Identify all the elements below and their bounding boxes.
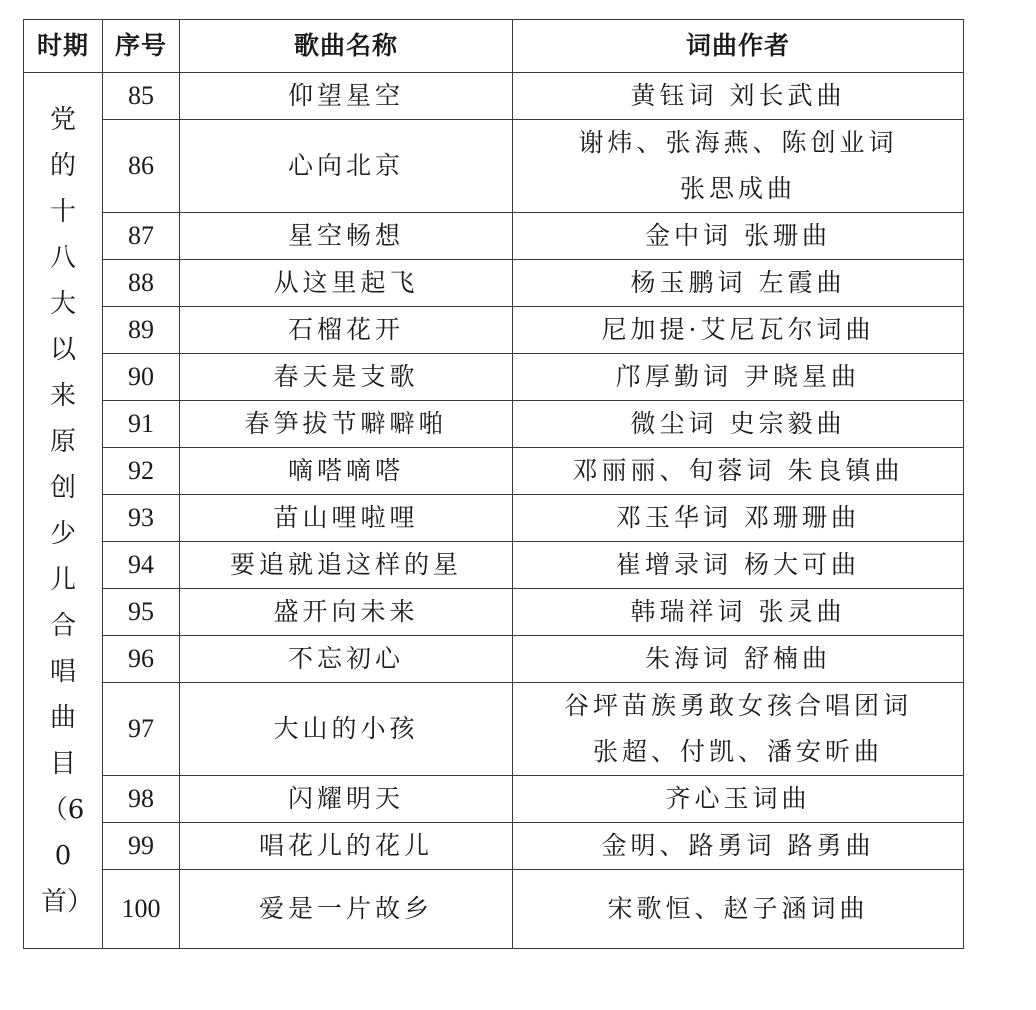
author-cell [513, 542, 964, 589]
author-line: 宋歌恒、赵子涵词曲 [607, 894, 869, 923]
song-title-cell: 从这里起飞 [180, 260, 513, 307]
table-row [24, 776, 964, 823]
author-cell [513, 401, 964, 448]
author-cell [513, 823, 964, 870]
author-cell [513, 683, 964, 776]
author-line: 张思成曲 [679, 174, 796, 203]
seq-cell: 85 [103, 73, 180, 120]
author-line: 韩瑞祥词 张灵曲 [630, 597, 846, 626]
header-song: 歌曲名称 [180, 20, 513, 73]
author-line: 微尘词 史宗毅曲 [630, 409, 846, 438]
song-title-cell: 星空畅想 [180, 213, 513, 260]
song-title-cell: 要追就追这样的星 [180, 542, 513, 589]
table-row [24, 260, 964, 307]
song-title-cell: 嘀嗒嘀嗒 [180, 448, 513, 495]
song-title-cell: 盛开向未来 [180, 589, 513, 636]
author-cell [513, 120, 964, 213]
table-row [24, 870, 964, 949]
author-cell [513, 260, 964, 307]
author-cell [513, 636, 964, 683]
table-row [24, 495, 964, 542]
seq-cell: 100 [103, 870, 180, 949]
author-cell [513, 73, 964, 120]
table-row [24, 542, 964, 589]
song-title-cell: 闪耀明天 [180, 776, 513, 823]
song-title-cell: 大山的小孩 [180, 683, 513, 776]
table-body [24, 73, 964, 949]
author-cell [513, 495, 964, 542]
seq-cell: 86 [103, 120, 180, 213]
song-title-cell: 不忘初心 [180, 636, 513, 683]
author-line: 邓玉华词 邓珊珊曲 [616, 503, 860, 532]
song-title-cell: 石榴花开 [180, 307, 513, 354]
author-line: 邓丽丽、旬蓉词 朱良镇曲 [572, 456, 904, 485]
table-row [24, 73, 964, 120]
seq-cell: 87 [103, 213, 180, 260]
header-author: 词曲作者 [513, 20, 964, 73]
author-line: 朱海词 舒楠曲 [645, 644, 831, 673]
table-row [24, 636, 964, 683]
seq-cell: 91 [103, 401, 180, 448]
table-row [24, 823, 964, 870]
table-header-row [24, 20, 964, 73]
author-line: 金明、路勇词 路勇曲 [601, 831, 875, 860]
author-cell [513, 354, 964, 401]
table-row [24, 213, 964, 260]
header-period: 时期 [24, 20, 103, 73]
song-title-cell: 苗山哩啦哩 [180, 495, 513, 542]
period-label: 党的十八大以来原创少儿合唱曲目（60首） [41, 104, 94, 917]
author-line: 谷坪苗族勇敢女孩合唱团词 [563, 691, 912, 720]
author-line: 张超、付凯、潘安昕曲 [592, 737, 883, 766]
song-title-cell: 爱是一片故乡 [180, 870, 513, 949]
seq-cell: 88 [103, 260, 180, 307]
seq-cell: 95 [103, 589, 180, 636]
song-title-cell: 春天是支歌 [180, 354, 513, 401]
seq-cell: 98 [103, 776, 180, 823]
author-line: 谢炜、张海燕、陈创业词 [578, 128, 898, 157]
header-seq: 序号 [103, 20, 180, 73]
table-row [24, 307, 964, 354]
author-cell [513, 589, 964, 636]
seq-cell: 99 [103, 823, 180, 870]
seq-cell: 97 [103, 683, 180, 776]
author-cell [513, 448, 964, 495]
table-row [24, 354, 964, 401]
author-cell [513, 307, 964, 354]
author-line: 崔增录词 杨大可曲 [616, 550, 860, 579]
author-line: 金中词 张珊曲 [645, 221, 831, 250]
author-line: 齐心玉词曲 [665, 784, 811, 813]
author-cell [513, 870, 964, 949]
author-cell [513, 213, 964, 260]
author-line: 尼加提·艾尼瓦尔词曲 [601, 315, 875, 344]
table-row [24, 589, 964, 636]
seq-cell: 93 [103, 495, 180, 542]
seq-cell: 94 [103, 542, 180, 589]
song-list-table [23, 19, 964, 949]
period-cell [24, 73, 103, 949]
seq-cell: 89 [103, 307, 180, 354]
seq-cell: 96 [103, 636, 180, 683]
song-title-cell: 仰望星空 [180, 73, 513, 120]
table-row [24, 401, 964, 448]
seq-cell: 90 [103, 354, 180, 401]
table-row [24, 448, 964, 495]
song-title-cell: 心向北京 [180, 120, 513, 213]
author-line: 黄钰词 刘长武曲 [630, 81, 846, 110]
table-row [24, 120, 964, 213]
song-title-cell: 春笋拔节噼噼啪 [180, 401, 513, 448]
author-cell [513, 776, 964, 823]
table-row [24, 683, 964, 776]
author-line: 邝厚勤词 尹晓星曲 [616, 362, 860, 391]
seq-cell: 92 [103, 448, 180, 495]
author-line: 杨玉鹏词 左霞曲 [630, 268, 846, 297]
song-title-cell: 唱花儿的花儿 [180, 823, 513, 870]
